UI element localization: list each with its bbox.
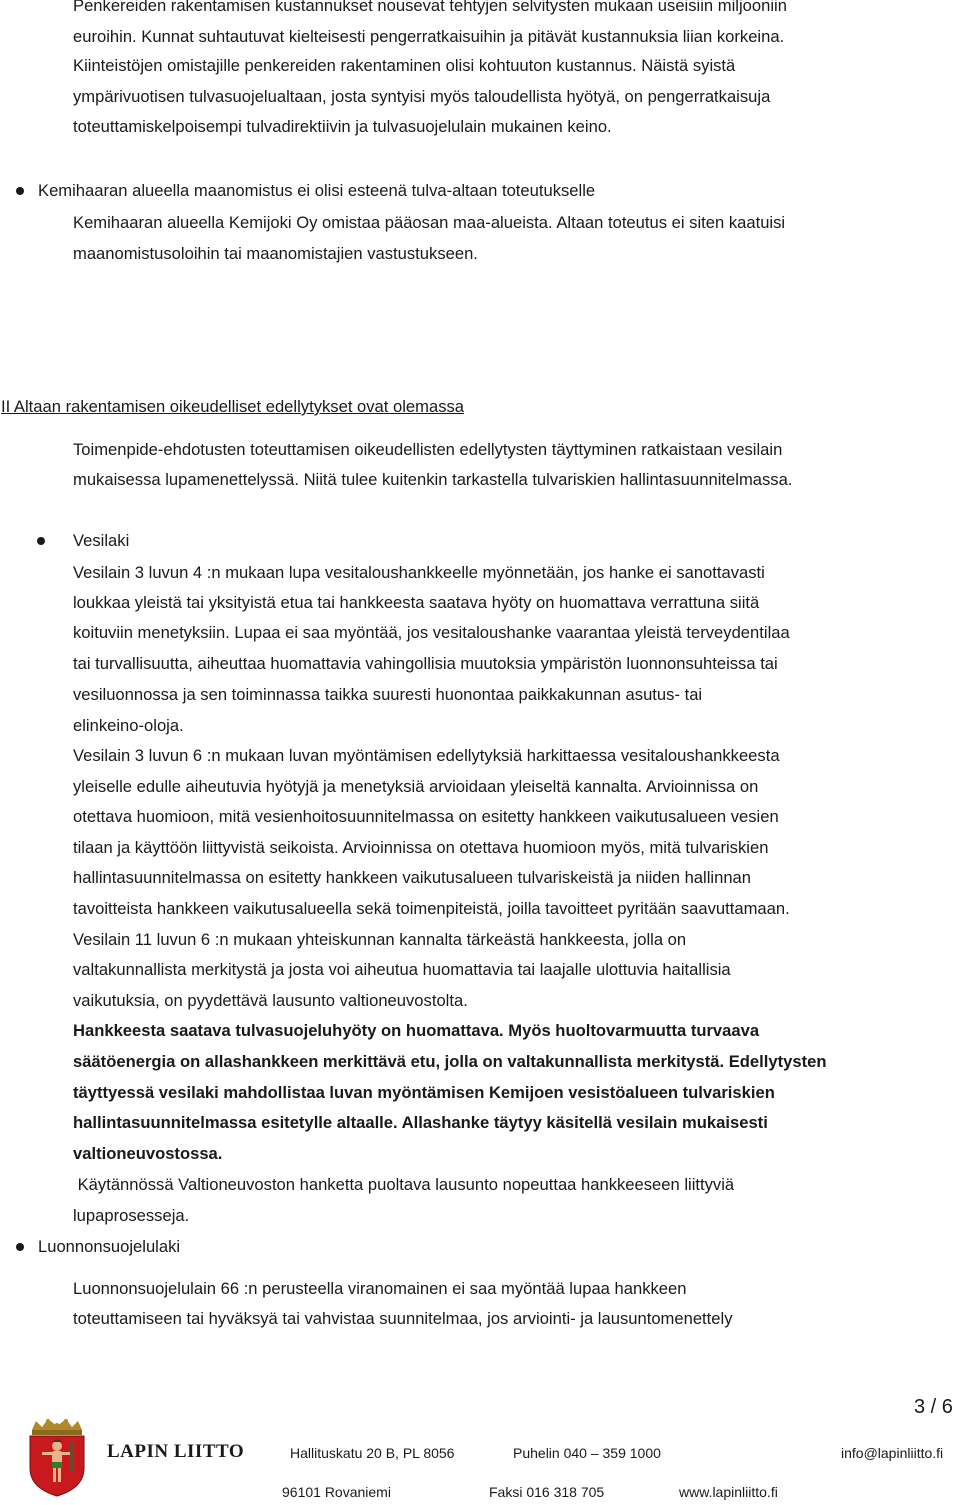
bullet-title: Kemihaaran alueella maanomistus ei olisi esteenä tulva-altaan toteutukselle [38,181,596,200]
text-line: toteuttamiskelpoisempi tulvadirektiivin ja tulvasuojelulain mukainen keino. [73,117,612,136]
text-line: maanomistusoloihin tai maanomistajien vastustukseen. [73,244,478,263]
text-line: tavoitteista hankkeen vaikutusalueella sekä toimenpiteistä, joilla tavoitteet pyritään saavuttamaan. [73,899,790,918]
text-line: tilaan ja käyttöön liittyvistä seikoista. Arvioinnissa on otettava huomioon myös, mitä tulvariskien [73,838,769,857]
footer-phone: Puhelin 040 – 359 1000 [513,1445,661,1461]
bullet-dot [16,187,24,195]
bold-line: täyttyessä vesilaki mahdollistaa luvan myöntämisen Kemijoen vesistöalueen tulvariskien [73,1083,775,1102]
bullet-dot [16,1243,24,1251]
text-line: Vesilain 3 luvun 4 :n mukaan lupa vesitaloushankkeelle myönnetään, jos hanke ei sanottavasti [73,563,765,582]
footer-email: info@lapinliitto.fi [841,1445,944,1461]
text-line: ympärivuotisen tulvasuojelualtaan, josta syntyisi myös taloudellista hyötyä, on pengerratkaisuja [73,87,771,106]
text-line: hallintasuunnitelmassa on esitetty hankkeen vaikutusalueen tulvariskeistä ja niiden hallinnan [73,868,752,887]
page-number: 3 / 6 [914,1396,953,1418]
text-line: Vesilain 3 luvun 6 :n mukaan luvan myöntämisen edellytyksiä harkittaessa vesitaloushankkeesta [73,746,780,765]
text-line: koituviin menetyksiin. Lupaa ei saa myöntää, jos vesitaloushanke vaarantaa yleistä terveydentilaa [73,623,790,642]
section-heading: II Altaan rakentamisen oikeudelliset edellytykset ovat olemassa [1,397,465,416]
text-line: mukaisessa lupamenettelyssä. Niitä tulee kuitenkin tarkastella tulvariskien hallintasuunnitelmassa. [73,470,793,489]
bold-line: hallintasuunnitelmassa esitetylle altaalle. Allashanke täytyy käsitellä vesilain mukaisesti [73,1113,768,1132]
text-line: yleiselle edulle aiheutuvia hyötyjä ja menetyksiä arvioidaan yleiseltä kannalta. Arvioinnissa on [73,777,759,796]
footer-city: 96101 Rovaniemi [282,1484,391,1500]
text-line: tai turvallisuutta, aiheuttaa huomattavia vahingollisia muutoksia ympäristön luonnonsuhteissa tai [73,654,778,673]
text-line: Kiinteistöjen omistajille penkereiden rakentaminen olisi kohtuuton kustannus. Näistä syistä [73,56,736,75]
text-line: otettava huomioon, mitä vesienhoitosuunnitelmassa on esitetty hankkeen vaikutusalueen vesien [73,807,779,826]
text-line: elinkeino-oloja. [73,716,184,735]
text-line: Kemihaaran alueella Kemijoki Oy omistaa pääosan maa-alueista. Altaan toteutus ei siten kaatuisi [73,213,786,232]
bold-line: valtioneuvostossa. [73,1144,223,1163]
text-line: euroihin. Kunnat suhtautuvat kielteisesti pengerratkaisuihin ja pitävät kustannuksia liian korkeina. [73,27,785,46]
text-line: vaikutuksia, on pyydettävä lausunto valtioneuvostolta. [73,991,468,1010]
footer-fax: Faksi 016 318 705 [489,1484,605,1500]
bold-line: Hankkeesta saatava tulvasuojeluhyöty on huomattava. Myös huoltovarmuutta turvaava [73,1021,760,1040]
text-line: Luonnonsuojelulain 66 :n perusteella viranomainen ei saa myöntää lupaa hankkeen [73,1279,687,1298]
footer-website: www.lapinliitto.fi [679,1484,778,1500]
text-line: loukkaa yleistä tai yksityistä etua tai hankkeesta saatava hyöty on huomattava verrattuna siitä [73,593,760,612]
coat-of-arms-icon [26,1418,88,1498]
footer-address: Hallituskatu 20 B, PL 8056 [290,1445,455,1461]
text-line: lupaprosesseja. [73,1206,190,1225]
bullet-dot [37,537,45,545]
text-line: Toimenpide-ehdotusten toteuttamisen oikeudellisten edellytysten täyttyminen ratkaistaan vesilain [73,440,783,459]
bold-line: säätöenergia on allashankkeen merkittävä etu, jolla on valtakunnallista merkitystä. Edellytysten [73,1052,827,1071]
text-line: valtakunnallista merkitystä ja josta voi aiheutua huomattavia tai laajalle ulottuvia haitallisia [73,960,731,979]
bullet-title: Vesilaki [73,531,130,550]
text-line: Vesilain 11 luvun 6 :n mukaan yhteiskunnan kannalta tärkeästä hankkeesta, jolla on [73,930,687,949]
text-line: Penkereiden rakentamisen kustannukset nousevat tehtyjen selvitysten mukaan useisiin miljooniin [73,0,787,15]
text-line: toteuttamiseen tai hyväksyä tai vahvistaa suunnitelmaa, jos arviointi- ja lausuntomenettely [73,1309,733,1328]
footer-brand: LAPIN LIITTO [107,1441,245,1462]
text-line: vesiluonnossa ja sen toiminnassa taikka suuresti huonontaa paikkakunnan asutus- tai [73,685,703,704]
text-line: Käytännössä Valtioneuvoston hanketta puoltava lausunto nopeuttaa hankkeeseen liittyviä [73,1175,735,1194]
bullet-title: Luonnonsuojelulaki [38,1237,181,1256]
